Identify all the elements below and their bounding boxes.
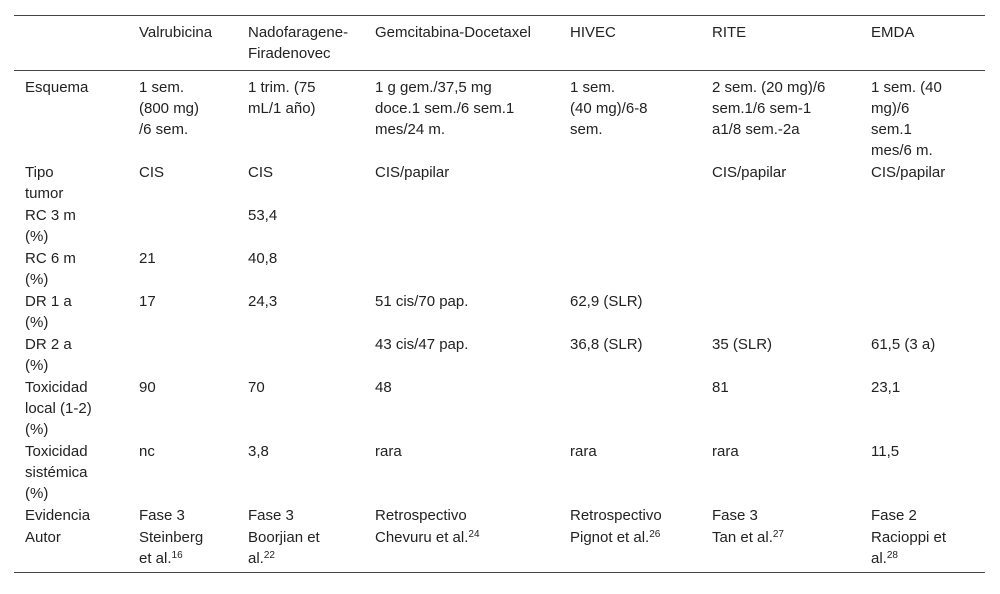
cell-tipo-tumor-rite: CIS/papilar — [712, 164, 787, 181]
row-label-toxicidad-sistemica: Toxicidad sistémica (%) — [25, 443, 88, 502]
table-row-toxicidad-local — [14, 377, 985, 441]
cell-autor-gemcitabina-docetaxel — [364, 527, 559, 573]
table-row-rc-6m — [14, 248, 985, 291]
row-label-rc-3m: RC 3 m (%) — [25, 207, 76, 245]
cell-toxicidad-sistemica-nadofaragene: 3,8 — [248, 443, 269, 460]
cell-rc-3m-emda — [860, 205, 985, 248]
cell-esquema-valrubicina: 1 sem. (800 mg) /6 sem. — [139, 79, 200, 138]
cell-toxicidad-sistemica-emda: 11,5 — [871, 443, 900, 460]
cell-evidencia-emda: Fase 2 — [871, 507, 917, 524]
cell-dr-1a-emda — [860, 291, 985, 334]
cell-tipo-tumor-gemcitabina-docetaxel: CIS/papilar — [375, 164, 450, 181]
cell-toxicidad-local-rite: 81 — [712, 379, 729, 396]
header-nadofaragene: Nadofaragene- Firadenovec — [248, 24, 349, 62]
cell-rc-3m-valrubicina — [128, 205, 237, 248]
cell-dr-2a-valrubicina — [128, 334, 237, 377]
header-emda: EMDA — [871, 24, 915, 41]
cell-dr-2a-rite: 35 (SLR) — [712, 336, 773, 353]
cell-rc-3m-gemcitabina-docetaxel — [364, 205, 559, 248]
cell-esquema-nadofaragene: 1 trim. (75 mL/1 año) — [248, 79, 316, 117]
author-name: Racioppi et al. — [871, 529, 947, 567]
cell-rc-3m-nadofaragene: 53,4 — [248, 207, 278, 224]
row-label-toxicidad-local: Toxicidad local (1-2) (%) — [25, 379, 92, 438]
row-label-dr-2a: DR 2 a (%) — [25, 336, 72, 374]
cell-dr-2a-nadofaragene — [237, 334, 364, 377]
header-gemcitabina-docetaxel: Gemcitabina-Docetaxel — [375, 24, 531, 41]
author-name: Steinberg et al. — [139, 529, 204, 567]
table-row-dr-2a — [14, 334, 985, 377]
reference-number: 22 — [263, 550, 275, 561]
author-name: Boorjian et al. — [248, 529, 320, 567]
cell-evidencia-hivec: Retrospectivo — [570, 507, 662, 524]
cell-dr-1a-valrubicina: 17 — [139, 293, 156, 310]
cell-rc-6m-gemcitabina-docetaxel — [364, 248, 559, 291]
cell-autor-nadofaragene — [237, 527, 364, 573]
table-row-autor — [14, 527, 985, 573]
cell-dr-2a-gemcitabina-docetaxel: 43 cis/47 pap. — [375, 336, 469, 353]
cell-esquema-rite: 2 sem. (20 mg)/6 sem.1/6 sem-1 a1/8 sem.-2a — [712, 79, 826, 138]
cell-tipo-tumor-emda: CIS/papilar — [871, 164, 946, 181]
row-label-esquema: Esquema — [25, 79, 89, 96]
cell-dr-1a-nadofaragene: 24,3 — [248, 293, 278, 310]
cell-rc-6m-emda — [860, 248, 985, 291]
cell-autor-emda — [860, 527, 985, 573]
cell-evidencia-nadofaragene: Fase 3 — [248, 507, 294, 524]
cell-esquema-hivec: 1 sem. (40 mg)/6-8 sem. — [570, 79, 648, 138]
cell-dr-1a-rite — [701, 291, 860, 334]
cell-toxicidad-local-gemcitabina-docetaxel: 48 — [375, 379, 392, 396]
cell-autor-valrubicina — [128, 527, 237, 573]
reference-number: 27 — [772, 529, 784, 540]
table-row-evidencia — [14, 505, 985, 527]
reference-number: 28 — [886, 550, 898, 561]
cell-rc-6m-rite — [701, 248, 860, 291]
table-row-dr-1a — [14, 291, 985, 334]
cell-esquema-emda: 1 sem. (40 mg)/6 sem.1 mes/6 m. — [871, 79, 942, 159]
cell-rc-6m-nadofaragene: 40,8 — [248, 250, 278, 267]
cell-evidencia-gemcitabina-docetaxel: Retrospectivo — [375, 507, 467, 524]
cell-autor-rite — [701, 527, 860, 573]
cell-autor-hivec — [559, 527, 701, 573]
cell-toxicidad-sistemica-valrubicina: nc — [139, 443, 155, 460]
row-label-evidencia: Evidencia — [25, 507, 91, 524]
reference-number: 26 — [649, 529, 661, 540]
header-rite: RITE — [712, 24, 747, 41]
cell-dr-2a-hivec: 36,8 (SLR) — [570, 336, 643, 353]
row-label-tipo-tumor: Tipo tumor — [25, 164, 64, 202]
header-valrubicina: Valrubicina — [139, 24, 213, 41]
cell-toxicidad-local-hivec — [559, 377, 701, 441]
comparison-table — [14, 15, 985, 573]
cell-tipo-tumor-hivec — [559, 162, 701, 205]
cell-dr-1a-hivec: 62,9 (SLR) — [570, 293, 643, 310]
cell-dr-1a-gemcitabina-docetaxel: 51 cis/70 pap. — [375, 293, 469, 310]
cell-tipo-tumor-nadofaragene: CIS — [248, 164, 274, 181]
header-hivec: HIVEC — [570, 24, 616, 41]
cell-toxicidad-sistemica-gemcitabina-docetaxel: rara — [375, 443, 402, 460]
cell-toxicidad-local-emda: 23,1 — [871, 379, 901, 396]
author-name: Chevuru et al. — [375, 529, 469, 546]
row-label-dr-1a: DR 1 a (%) — [25, 293, 72, 331]
header-row — [14, 16, 985, 71]
row-label-autor: Autor — [25, 529, 61, 546]
cell-toxicidad-local-valrubicina: 90 — [139, 379, 156, 396]
table-row-rc-3m — [14, 205, 985, 248]
cell-rc-3m-hivec — [559, 205, 701, 248]
header-empty — [14, 16, 128, 71]
cell-toxicidad-sistemica-rite: rara — [712, 443, 739, 460]
table-row-tipo-tumor — [14, 162, 985, 205]
cell-evidencia-rite: Fase 3 — [712, 507, 758, 524]
author-name: Tan et al. — [712, 529, 773, 546]
row-label-rc-6m: RC 6 m (%) — [25, 250, 76, 288]
cell-evidencia-valrubicina: Fase 3 — [139, 507, 185, 524]
table-row-esquema — [14, 71, 985, 163]
cell-rc-6m-hivec — [559, 248, 701, 291]
cell-rc-3m-rite — [701, 205, 860, 248]
cell-rc-6m-valrubicina: 21 — [139, 250, 156, 267]
reference-number: 16 — [171, 550, 183, 561]
cell-esquema-gemcitabina-docetaxel: 1 g gem./37,5 mg doce.1 sem./6 sem.1 mes/24 m. — [375, 79, 515, 138]
cell-dr-2a-emda: 61,5 (3 a) — [871, 336, 936, 353]
table-row-toxicidad-sistemica — [14, 441, 985, 505]
author-name: Pignot et al. — [570, 529, 650, 546]
cell-tipo-tumor-valrubicina: CIS — [139, 164, 165, 181]
reference-number: 24 — [468, 529, 480, 540]
cell-toxicidad-sistemica-hivec: rara — [570, 443, 597, 460]
cell-toxicidad-local-nadofaragene: 70 — [248, 379, 265, 396]
